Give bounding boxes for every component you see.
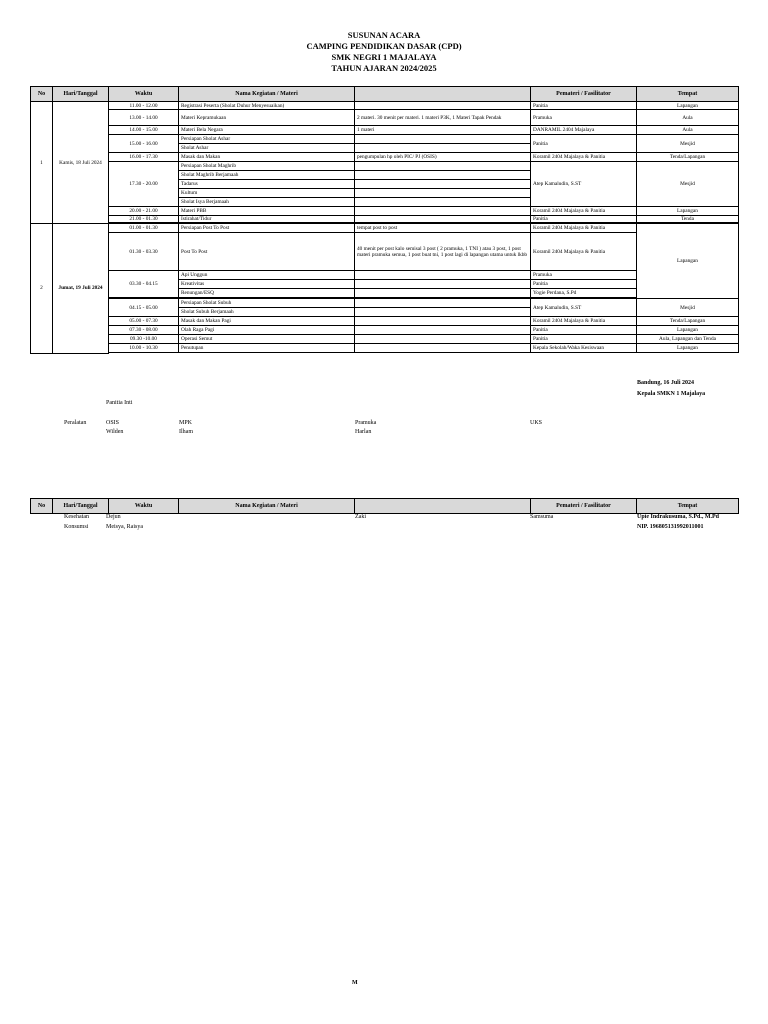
label-mpk: MPK — [179, 420, 193, 426]
signature-position: Kepala SMKN 1 Majalaya — [637, 391, 706, 397]
signature-name: Upie Indrakusuma, S.Pd., M.Pd — [637, 514, 720, 520]
col-time: Waktu — [109, 87, 179, 102]
activity-cell: Registrasi Peserta (Sholat Duhur Menyesuaikan) — [179, 102, 355, 110]
note-cell — [355, 135, 531, 144]
place-cell: Lapangan — [637, 207, 739, 216]
note-cell: 1 materi — [355, 126, 531, 135]
presenter-cell: Panitia — [531, 102, 637, 110]
activity-cell: Api Unggun — [179, 271, 355, 280]
signature-place-date: Bandung, 16 Juli 2024 — [637, 380, 695, 386]
name-zaki: Zaki — [355, 514, 366, 520]
note-cell — [355, 171, 531, 180]
col-activity: Nama Kegiatan / Materi — [179, 499, 355, 514]
note-cell — [355, 335, 531, 344]
time-cell: 15.00 - 16.00 — [109, 135, 179, 153]
presenter-cell: Atep Kamaludin, S.ST — [531, 162, 637, 207]
col-time: Waktu — [109, 499, 179, 514]
activity-cell: Sholat Subuh Berjamaah — [179, 308, 355, 317]
note-cell: 40 menit per post kalo semisal 3 post ( 2 pramuka, 1 TNI ) atau 3 post, 1 post materi pramuka semua, 1 post buat tni, 1 post lagi di lapangan utama untuk lkbb — [355, 233, 531, 271]
presenter-cell: Yogie Perdana, S.Pd — [531, 289, 637, 298]
time-cell: 21.00 - 01.30 — [109, 216, 179, 223]
presenter-cell: Panitia — [531, 326, 637, 335]
time-cell: 05.00 - 07.30 — [109, 317, 179, 326]
time-cell: 09.30 -10.00 — [109, 335, 179, 344]
activity-cell: Masak dan Makan Pagi — [179, 317, 355, 326]
activity-cell: Persiapan Sholat Ashar — [179, 135, 355, 144]
col-presenter: Pemateri / Fasilitator — [531, 499, 637, 514]
day-no: 1 — [31, 102, 53, 224]
activity-cell: Materi PBB — [179, 207, 355, 216]
presenter-cell: Koramil 2404 Majalaya & Panitia — [531, 233, 637, 271]
name-samsuma: Samsuma — [530, 514, 554, 520]
time-cell: 07.30 - 08.00 — [109, 326, 179, 335]
time-cell: 13.00 - 14.00 — [109, 110, 179, 126]
doc-title-4: TAHUN AJARAN 2024/2025 — [331, 63, 437, 73]
name-konsumsi: Meisya, Raisya — [106, 524, 143, 530]
place-cell: Tenda/Lapangan — [637, 317, 739, 326]
table-row — [31, 102, 739, 110]
note-cell — [355, 326, 531, 335]
note-cell — [355, 299, 531, 308]
col-note — [355, 87, 531, 102]
table-row — [31, 153, 739, 162]
note-cell — [355, 317, 531, 326]
table-row — [31, 207, 739, 216]
note-cell — [355, 189, 531, 198]
table-row — [31, 224, 739, 233]
note-cell — [355, 207, 531, 216]
name-kesehatan: Dejun — [106, 514, 121, 520]
label-peralatan: Peralatan — [64, 420, 87, 426]
activity-cell: Post To Post — [179, 233, 355, 271]
activity-cell: Sholat Isya Berjamaah — [179, 198, 355, 207]
table-row — [31, 335, 739, 344]
time-cell: 01.00 - 01.30 — [109, 224, 179, 233]
schedule-table — [30, 86, 739, 354]
presenter-cell: Panitia — [531, 216, 637, 223]
doc-title-3: SMK NEGRI 1 MAJALAYA — [331, 52, 437, 62]
label-uks: UKS — [530, 420, 543, 426]
activity-cell: Renungan/ESQ — [179, 289, 355, 298]
note-cell — [355, 102, 531, 110]
time-cell: 16.00 - 17.30 — [109, 153, 179, 162]
presenter-cell: Koramil 2404 Majalaya & Panitia — [531, 153, 637, 162]
place-cell: Lapangan — [637, 102, 739, 110]
col-activity: Nama Kegiatan / Materi — [179, 87, 355, 102]
place-cell: Mesjid — [637, 299, 739, 317]
table-row-spacer — [31, 353, 739, 354]
time-cell: 04.15 - 05.00 — [109, 299, 179, 317]
activity-cell: Operasi Semut — [179, 335, 355, 344]
table-row — [31, 162, 739, 171]
time-cell: 20.00 - 21.00 — [109, 207, 179, 216]
table-row — [31, 344, 739, 353]
time-cell: 10.00 - 10.30 — [109, 344, 179, 353]
activity-cell: Penutupan — [179, 344, 355, 353]
activity-cell: Persiapan Sholat Subuh — [179, 299, 355, 308]
label-kesehatan: Kesehatan — [64, 514, 89, 520]
presenter-cell: Koramil 2404 Majalaya & Panitia — [531, 207, 637, 216]
place-cell: Lapangan — [637, 326, 739, 335]
note-cell — [355, 344, 531, 353]
place-cell: Mesjid — [637, 162, 739, 207]
table-row — [31, 271, 739, 280]
place-cell: Aula, Lapangan dan Tenda — [637, 335, 739, 344]
table-row — [31, 299, 739, 308]
name-osis: Wilden — [106, 429, 124, 435]
note-cell: tempat post to post — [355, 224, 531, 233]
table-row — [31, 110, 739, 126]
name-pramuka: Harlan — [355, 429, 372, 435]
col-presenter: Pemateri / Fasilitator — [531, 87, 637, 102]
day-no: 2 — [31, 224, 53, 354]
table-row — [31, 135, 739, 144]
name-mpk: Ilham — [179, 429, 193, 435]
note-cell — [355, 271, 531, 280]
note-cell — [355, 289, 531, 298]
note-cell — [355, 308, 531, 317]
label-pramuka: Pramuka — [355, 420, 377, 426]
place-cell: Tenda — [637, 216, 739, 223]
activity-cell: Materi Kepramukaan — [179, 110, 355, 126]
presenter-cell: Koramil 2404 Majalaya & Panitia — [531, 317, 637, 326]
table-row — [31, 233, 739, 271]
label-osis: OSIS — [106, 420, 120, 426]
presenter-cell: Pramuka — [531, 110, 637, 126]
committee-title: Panitia Inti — [106, 400, 133, 406]
activity-cell: Materi Bela Negara — [179, 126, 355, 135]
col-day: Hari/Tanggal — [53, 87, 109, 102]
note-cell: pengumpulan hp oleh PIC/ PJ (OSIS) — [355, 153, 531, 162]
activity-cell: Kreativitas — [179, 280, 355, 289]
time-cell: 11.00 - 12.00 — [109, 102, 179, 110]
activity-cell: Kultum — [179, 189, 355, 198]
presenter-cell: DANRAMIL 2404 Majalaya — [531, 126, 637, 135]
table-row — [31, 326, 739, 335]
place-cell: Tenda/Lapangan — [637, 153, 739, 162]
day-date: Kamis, 18 Juli 2024 — [53, 102, 109, 224]
col-day: Hari/Tanggal — [53, 499, 109, 514]
schedule-table-repeat-header — [30, 498, 739, 514]
col-place: Tempat — [637, 499, 739, 514]
time-cell: 03.30 - 04.15 — [109, 271, 179, 298]
place-cell: Mesjid — [637, 135, 739, 153]
activity-cell: Persiapan Sholat Maghrib — [179, 162, 355, 171]
place-cell: Aula — [637, 126, 739, 135]
note-cell — [355, 280, 531, 289]
col-no: No — [31, 87, 53, 102]
note-cell — [355, 144, 531, 153]
table-row — [31, 317, 739, 326]
activity-cell: Sholat Maghrib Berjamaah — [179, 171, 355, 180]
doc-title-2: CAMPING PENDIDIKAN DASAR (CPD) — [306, 41, 462, 51]
label-konsumsi: Konsumsi — [64, 524, 89, 530]
col-place: Tempat — [637, 87, 739, 102]
activity-cell: Sholat Ashar — [179, 144, 355, 153]
activity-cell: Masak dan Makan — [179, 153, 355, 162]
place-cell: Aula — [637, 110, 739, 126]
day-date: Jumat, 19 Juli 2024 — [53, 224, 109, 354]
doc-title-1: SUSUNAN ACARA — [347, 30, 421, 40]
note-cell — [355, 180, 531, 189]
presenter-cell: Kepala Sekolah/Waka Kesiswaan — [531, 344, 637, 353]
presenter-cell: Koramil 2404 Majalaya & Panitia — [531, 224, 637, 233]
presenter-cell: Pramuka — [531, 271, 637, 280]
col-note — [355, 499, 531, 514]
table-row — [31, 126, 739, 135]
table-row — [31, 216, 739, 223]
presenter-cell: Atep Kamaludin, S.ST — [531, 299, 637, 317]
activity-cell: Tadarus — [179, 180, 355, 189]
note-cell: 2 materi. 30 menit per materi. 1 materi P3K, 1 Materi Tapak Pendak — [355, 110, 531, 126]
table-header-row — [31, 87, 739, 102]
presenter-cell: Panitia — [531, 335, 637, 344]
activity-cell: Olah Raga Pagi — [179, 326, 355, 335]
note-cell — [355, 198, 531, 207]
activity-cell: Persiapan Post To Post — [179, 224, 355, 233]
signature-nip: NIP. 196805131992011001 — [637, 524, 704, 530]
note-cell — [355, 162, 531, 171]
footer-mark: M — [352, 980, 358, 986]
place-cell: Lapangan — [637, 224, 739, 299]
presenter-cell: Panitia — [531, 280, 637, 289]
note-cell — [355, 216, 531, 223]
col-no: No — [31, 499, 53, 514]
activity-cell: Istirahat/Tidur — [179, 216, 355, 223]
time-cell: 17.30 - 20.00 — [109, 162, 179, 207]
time-cell: 14.00 - 15.00 — [109, 126, 179, 135]
time-cell: 01.30 - 03.30 — [109, 233, 179, 271]
place-cell: Lapangan — [637, 344, 739, 353]
presenter-cell: Panitia — [531, 135, 637, 153]
